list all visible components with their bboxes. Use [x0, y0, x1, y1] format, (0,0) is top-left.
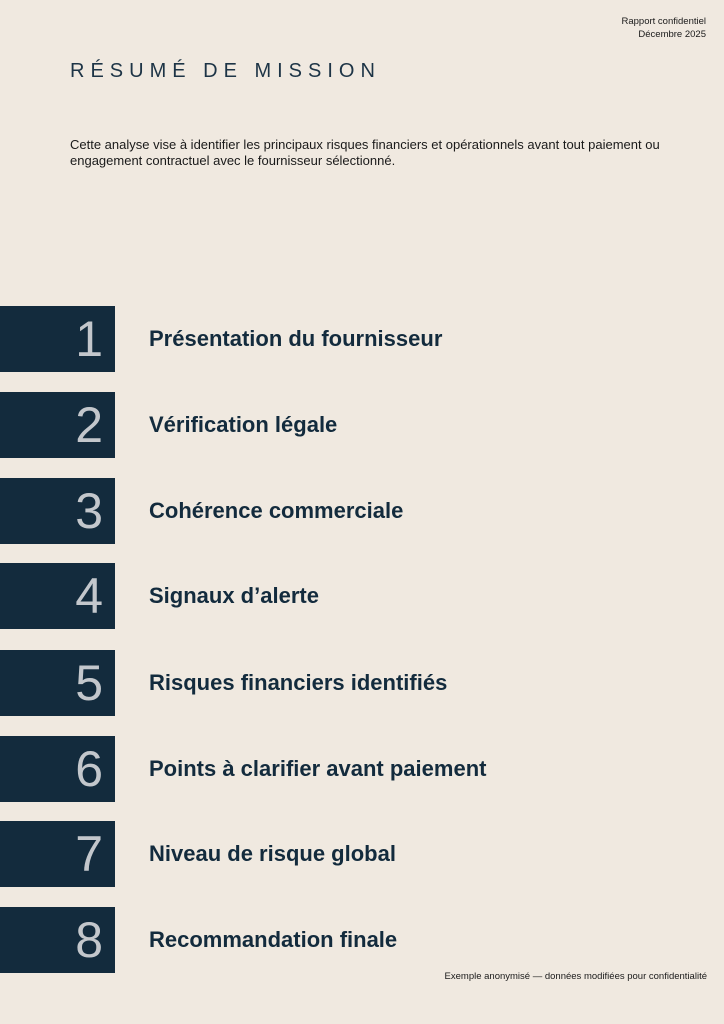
section-number: 4 — [75, 568, 103, 624]
footer-disclaimer: Exemple anonymisé — données modifiées pour confidentialité — [444, 971, 707, 982]
section-number-box — [0, 392, 115, 458]
section-number-box — [0, 821, 115, 887]
section-number: 5 — [75, 655, 103, 711]
section-number-box — [0, 563, 115, 629]
section-number: 6 — [75, 741, 103, 797]
section-number: 2 — [75, 397, 103, 453]
section-title: Niveau de risque global — [149, 841, 396, 866]
section-number-box — [0, 306, 115, 372]
toc-item-1 — [0, 306, 724, 372]
section-title: Risques financiers identifiés — [149, 670, 448, 695]
intro-paragraph: Cette analyse vise à identifier les principaux risques financiers et opérationnels avant tout paiement ou engagement contractuel avec le fournisseur sélectionné. — [70, 137, 660, 168]
section-title: Signaux d’alerte — [149, 583, 319, 608]
section-number-box — [0, 736, 115, 802]
section-title: Cohérence commerciale — [149, 498, 404, 523]
section-title: Présentation du fournisseur — [149, 326, 443, 351]
section-number-box — [0, 907, 115, 973]
toc-item-5 — [0, 650, 724, 716]
report-date: Décembre 2025 — [638, 29, 706, 40]
page-title: RÉSUMÉ DE MISSION — [70, 60, 381, 82]
section-title: Points à clarifier avant paiement — [149, 756, 487, 781]
section-number-box — [0, 478, 115, 544]
section-number-box — [0, 650, 115, 716]
report-label: Rapport confidentiel — [621, 16, 706, 27]
toc-item-8 — [0, 907, 724, 973]
toc-item-7 — [0, 821, 724, 887]
section-number: 8 — [75, 912, 103, 968]
section-number: 3 — [75, 483, 103, 539]
section-title: Recommandation finale — [149, 927, 398, 952]
toc-item-4 — [0, 563, 724, 629]
toc-item-6 — [0, 736, 724, 802]
toc-item-2 — [0, 392, 724, 458]
section-number: 7 — [75, 826, 103, 882]
section-number: 1 — [75, 311, 103, 367]
toc-item-3 — [0, 478, 724, 544]
section-title: Vérification légale — [149, 412, 338, 437]
